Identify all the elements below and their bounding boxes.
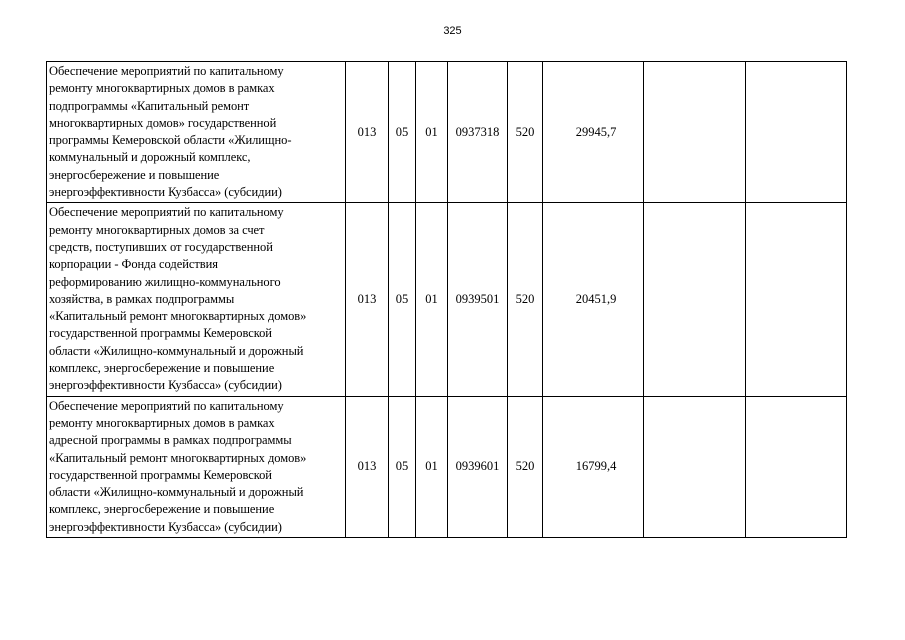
row-section-code: 05: [389, 203, 416, 396]
row-ministry-code: 013: [346, 62, 389, 203]
row-description-line: государственной программы Кемеровской: [49, 326, 272, 341]
row-amount: 20451,9: [543, 203, 644, 396]
row-description-line: ремонту многоквартирных домов за счет: [49, 222, 265, 237]
row-description-line: коммунальный и дорожный комплекс,: [49, 150, 251, 165]
row-description-line: хозяйства, в рамках подпрограммы: [49, 291, 235, 306]
row-description: [47, 396, 346, 537]
row-amount: 16799,4: [543, 396, 644, 537]
row-description-line: области «Жилищно-коммунальный и дорожный: [49, 343, 304, 358]
row-description-line: государственной программы Кемеровской: [49, 467, 272, 482]
row-empty-cell-1: [644, 396, 746, 537]
table-row: [47, 62, 847, 203]
row-target-article: 0937318: [448, 62, 508, 203]
row-description-line: программы Кемеровской области «Жилищно-: [49, 133, 292, 148]
row-description-line: Обеспечение мероприятий по капитальному: [49, 64, 284, 78]
row-description-line: подпрограммы «Капитальный ремонт: [49, 98, 250, 113]
page-number: 325: [443, 25, 462, 37]
row-ministry-code: 013: [346, 203, 389, 396]
row-target-article: 0939601: [448, 396, 508, 537]
row-description-line: «Капитальный ремонт многоквартирных домов»: [49, 450, 307, 465]
row-empty-cell-1: [644, 62, 746, 203]
row-ministry-code: 013: [346, 396, 389, 537]
budget-table: [46, 61, 847, 538]
row-description-line: Обеспечение мероприятий по капитальному: [49, 205, 284, 220]
row-empty-cell-2: [746, 396, 847, 537]
row-description-line: энергосбережение и повышение: [49, 167, 220, 182]
row-section-code: 05: [389, 396, 416, 537]
row-empty-cell-1: [644, 203, 746, 396]
row-section-code: 05: [389, 62, 416, 203]
row-description-line: комплекс, энергосбережение и повышение: [49, 502, 275, 517]
row-subsection-code: 01: [416, 203, 448, 396]
table-row: [47, 396, 847, 537]
row-description-line: энергоэффективности Кузбасса» (субсидии): [49, 378, 282, 393]
row-description: [47, 62, 346, 203]
row-description: [47, 203, 346, 396]
row-description-line: энергоэффективности Кузбасса» (субсидии): [49, 185, 282, 200]
row-description-line: ремонту многоквартирных домов в рамках: [49, 415, 275, 430]
row-description-line: «Капитальный ремонт многоквартирных домов»: [49, 309, 307, 324]
row-expense-type: 520: [508, 203, 543, 396]
row-description-line: Обеспечение мероприятий по капитальному: [49, 398, 284, 413]
row-empty-cell-2: [746, 203, 847, 396]
row-subsection-code: 01: [416, 396, 448, 537]
row-description-line: многоквартирных домов» государственной: [49, 115, 277, 130]
row-description-line: адресной программы в рамках подпрограммы: [49, 433, 292, 448]
row-amount: 29945,7: [543, 62, 644, 203]
row-description-line: ремонту многоквартирных домов в рамках: [49, 81, 275, 96]
row-target-article: 0939501: [448, 203, 508, 396]
table-row: [47, 203, 847, 396]
row-description-line: энергоэффективности Кузбасса» (субсидии): [49, 519, 282, 534]
row-description-line: средств, поступивших от государственной: [49, 239, 273, 254]
row-description-line: области «Жилищно-коммунальный и дорожный: [49, 485, 304, 500]
row-description-line: корпорации - Фонда содействия: [49, 257, 218, 272]
row-subsection-code: 01: [416, 62, 448, 203]
row-empty-cell-2: [746, 62, 847, 203]
row-description-line: комплекс, энергосбережение и повышение: [49, 361, 275, 376]
row-description-line: реформированию жилищно-коммунального: [49, 274, 281, 289]
row-expense-type: 520: [508, 396, 543, 537]
row-expense-type: 520: [508, 62, 543, 203]
